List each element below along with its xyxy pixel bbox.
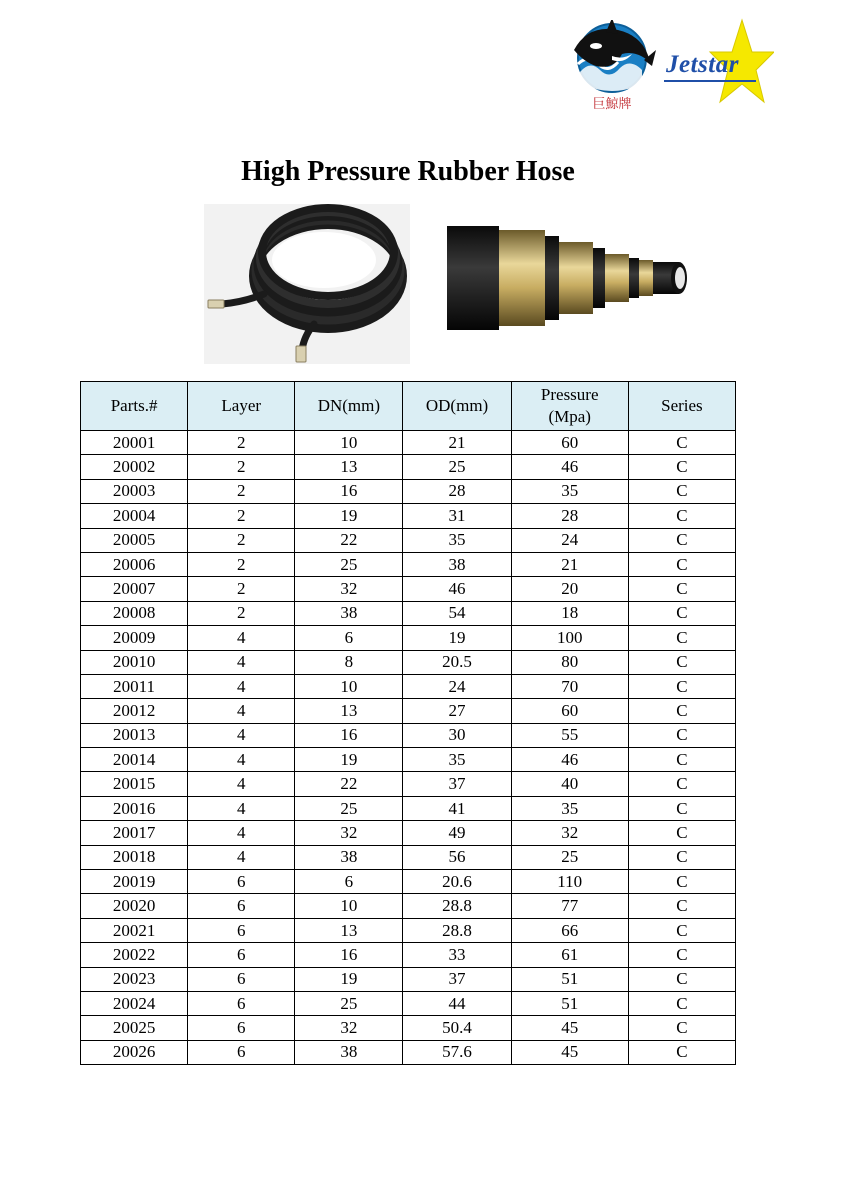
cell-dn-mm: 32 bbox=[295, 577, 403, 601]
jetstar-logo-text: Jetstar bbox=[666, 51, 739, 78]
cell-layer: 6 bbox=[188, 1016, 295, 1040]
table-row bbox=[81, 699, 736, 723]
cell-series: C bbox=[628, 455, 735, 479]
cell-od-mm: 38 bbox=[403, 552, 511, 576]
cell-pressure-mpa: 45 bbox=[511, 1016, 628, 1040]
cell-series: C bbox=[628, 699, 735, 723]
cell-od-mm: 44 bbox=[403, 991, 511, 1015]
cell-layer: 6 bbox=[188, 894, 295, 918]
cell-part-number: 20008 bbox=[81, 601, 188, 625]
cell-pressure-mpa: 66 bbox=[511, 918, 628, 942]
cell-part-number: 20001 bbox=[81, 431, 188, 455]
cell-pressure-mpa: 40 bbox=[511, 772, 628, 796]
table-row bbox=[81, 991, 736, 1015]
cell-layer: 4 bbox=[188, 796, 295, 820]
cell-series: C bbox=[628, 577, 735, 601]
cell-part-number: 20018 bbox=[81, 845, 188, 869]
cell-dn-mm: 6 bbox=[295, 626, 403, 650]
cell-dn-mm: 13 bbox=[295, 918, 403, 942]
cell-part-number: 20026 bbox=[81, 1040, 188, 1064]
table-row bbox=[81, 894, 736, 918]
table-row bbox=[81, 870, 736, 894]
cell-layer: 6 bbox=[188, 870, 295, 894]
cell-dn-mm: 6 bbox=[295, 870, 403, 894]
table-row bbox=[81, 479, 736, 503]
cell-series: C bbox=[628, 1040, 735, 1064]
column-header-part-number: Parts.# bbox=[81, 382, 188, 431]
cell-dn-mm: 25 bbox=[295, 991, 403, 1015]
cell-part-number: 20014 bbox=[81, 748, 188, 772]
cell-layer: 2 bbox=[188, 577, 295, 601]
cell-od-mm: 19 bbox=[403, 626, 511, 650]
cell-layer: 4 bbox=[188, 723, 295, 747]
cell-od-mm: 25 bbox=[403, 455, 511, 479]
cell-part-number: 20002 bbox=[81, 455, 188, 479]
cell-dn-mm: 32 bbox=[295, 821, 403, 845]
cell-pressure-mpa: 110 bbox=[511, 870, 628, 894]
table-row bbox=[81, 626, 736, 650]
table-row bbox=[81, 1016, 736, 1040]
table-row bbox=[81, 1040, 736, 1064]
cell-dn-mm: 19 bbox=[295, 748, 403, 772]
column-header-pressure-mpa: Pressure (Mpa) bbox=[511, 382, 628, 431]
jetstar-underline bbox=[664, 80, 756, 82]
column-header-dn-mm: DN(mm) bbox=[295, 382, 403, 431]
cell-pressure-mpa: 60 bbox=[511, 431, 628, 455]
cell-part-number: 20004 bbox=[81, 504, 188, 528]
cell-pressure-mpa: 51 bbox=[511, 967, 628, 991]
cell-series: C bbox=[628, 918, 735, 942]
cell-series: C bbox=[628, 1016, 735, 1040]
cell-series: C bbox=[628, 626, 735, 650]
table-row bbox=[81, 967, 736, 991]
cell-dn-mm: 19 bbox=[295, 967, 403, 991]
cell-od-mm: 41 bbox=[403, 796, 511, 820]
cell-part-number: 20007 bbox=[81, 577, 188, 601]
table-row bbox=[81, 552, 736, 576]
cell-series: C bbox=[628, 943, 735, 967]
cell-dn-mm: 38 bbox=[295, 1040, 403, 1064]
cell-pressure-mpa: 55 bbox=[511, 723, 628, 747]
cell-od-mm: 31 bbox=[403, 504, 511, 528]
page-title: High Pressure Rubber Hose bbox=[241, 156, 575, 187]
orca-wave-icon bbox=[566, 20, 658, 112]
table-row bbox=[81, 431, 736, 455]
table-row bbox=[81, 455, 736, 479]
orca-brand-logo bbox=[566, 20, 658, 112]
cell-series: C bbox=[628, 821, 735, 845]
cell-dn-mm: 16 bbox=[295, 943, 403, 967]
cell-series: C bbox=[628, 528, 735, 552]
jetstar-brand-logo bbox=[662, 18, 774, 110]
table-row bbox=[81, 674, 736, 698]
cell-series: C bbox=[628, 552, 735, 576]
cell-part-number: 20021 bbox=[81, 918, 188, 942]
cell-series: C bbox=[628, 870, 735, 894]
cell-part-number: 20015 bbox=[81, 772, 188, 796]
cell-pressure-mpa: 46 bbox=[511, 455, 628, 479]
cell-part-number: 20003 bbox=[81, 479, 188, 503]
cell-series: C bbox=[628, 772, 735, 796]
cell-od-mm: 27 bbox=[403, 699, 511, 723]
cell-layer: 6 bbox=[188, 967, 295, 991]
coiled-hose-photo bbox=[204, 204, 410, 364]
cell-layer: 4 bbox=[188, 699, 295, 723]
hose-spec-table bbox=[80, 381, 736, 1065]
cell-series: C bbox=[628, 723, 735, 747]
cell-pressure-mpa: 28 bbox=[511, 504, 628, 528]
cell-layer: 2 bbox=[188, 504, 295, 528]
cell-pressure-mpa: 61 bbox=[511, 943, 628, 967]
cell-dn-mm: 22 bbox=[295, 528, 403, 552]
cell-od-mm: 28.8 bbox=[403, 894, 511, 918]
cell-part-number: 20022 bbox=[81, 943, 188, 967]
cell-layer: 6 bbox=[188, 943, 295, 967]
cell-dn-mm: 10 bbox=[295, 894, 403, 918]
cell-part-number: 20011 bbox=[81, 674, 188, 698]
cell-pressure-mpa: 21 bbox=[511, 552, 628, 576]
cell-dn-mm: 13 bbox=[295, 699, 403, 723]
cell-layer: 4 bbox=[188, 748, 295, 772]
cell-series: C bbox=[628, 650, 735, 674]
cell-pressure-mpa: 80 bbox=[511, 650, 628, 674]
cell-od-mm: 50.4 bbox=[403, 1016, 511, 1040]
cell-series: C bbox=[628, 504, 735, 528]
cell-layer: 4 bbox=[188, 772, 295, 796]
cell-part-number: 20023 bbox=[81, 967, 188, 991]
cell-dn-mm: 13 bbox=[295, 455, 403, 479]
cell-part-number: 20019 bbox=[81, 870, 188, 894]
cell-od-mm: 49 bbox=[403, 821, 511, 845]
cell-od-mm: 35 bbox=[403, 528, 511, 552]
cell-od-mm: 28 bbox=[403, 479, 511, 503]
table-row bbox=[81, 821, 736, 845]
cell-pressure-mpa: 35 bbox=[511, 796, 628, 820]
cell-part-number: 20009 bbox=[81, 626, 188, 650]
cell-series: C bbox=[628, 431, 735, 455]
cell-layer: 4 bbox=[188, 650, 295, 674]
cell-part-number: 20012 bbox=[81, 699, 188, 723]
cell-dn-mm: 10 bbox=[295, 674, 403, 698]
cell-od-mm: 37 bbox=[403, 772, 511, 796]
cell-dn-mm: 8 bbox=[295, 650, 403, 674]
cell-layer: 6 bbox=[188, 991, 295, 1015]
cell-pressure-mpa: 24 bbox=[511, 528, 628, 552]
cell-layer: 6 bbox=[188, 1040, 295, 1064]
cell-od-mm: 28.8 bbox=[403, 918, 511, 942]
cell-dn-mm: 38 bbox=[295, 845, 403, 869]
cell-pressure-mpa: 100 bbox=[511, 626, 628, 650]
table-row bbox=[81, 528, 736, 552]
cell-pressure-mpa: 32 bbox=[511, 821, 628, 845]
table-row bbox=[81, 504, 736, 528]
cell-part-number: 20010 bbox=[81, 650, 188, 674]
cell-dn-mm: 25 bbox=[295, 796, 403, 820]
column-header-series: Series bbox=[628, 382, 735, 431]
cell-dn-mm: 38 bbox=[295, 601, 403, 625]
cell-od-mm: 33 bbox=[403, 943, 511, 967]
cell-series: C bbox=[628, 601, 735, 625]
cell-part-number: 20024 bbox=[81, 991, 188, 1015]
cell-series: C bbox=[628, 967, 735, 991]
cell-od-mm: 37 bbox=[403, 967, 511, 991]
cell-part-number: 20005 bbox=[81, 528, 188, 552]
table-row bbox=[81, 918, 736, 942]
cell-part-number: 20006 bbox=[81, 552, 188, 576]
cell-layer: 2 bbox=[188, 455, 295, 479]
table-row bbox=[81, 723, 736, 747]
cell-part-number: 20025 bbox=[81, 1016, 188, 1040]
cell-series: C bbox=[628, 796, 735, 820]
table-row bbox=[81, 748, 736, 772]
cell-od-mm: 20.6 bbox=[403, 870, 511, 894]
cell-layer: 2 bbox=[188, 601, 295, 625]
cell-od-mm: 56 bbox=[403, 845, 511, 869]
table-row bbox=[81, 601, 736, 625]
cell-od-mm: 46 bbox=[403, 577, 511, 601]
cell-series: C bbox=[628, 479, 735, 503]
cell-pressure-mpa: 20 bbox=[511, 577, 628, 601]
cell-od-mm: 35 bbox=[403, 748, 511, 772]
cell-layer: 6 bbox=[188, 918, 295, 942]
cell-series: C bbox=[628, 845, 735, 869]
table-row bbox=[81, 796, 736, 820]
cell-layer: 4 bbox=[188, 674, 295, 698]
cell-series: C bbox=[628, 894, 735, 918]
table-row bbox=[81, 943, 736, 967]
table-row bbox=[81, 577, 736, 601]
cell-layer: 4 bbox=[188, 821, 295, 845]
cell-pressure-mpa: 18 bbox=[511, 601, 628, 625]
cell-dn-mm: 10 bbox=[295, 431, 403, 455]
cell-od-mm: 21 bbox=[403, 431, 511, 455]
cell-layer: 4 bbox=[188, 626, 295, 650]
cell-od-mm: 54 bbox=[403, 601, 511, 625]
cell-pressure-mpa: 51 bbox=[511, 991, 628, 1015]
cell-dn-mm: 16 bbox=[295, 479, 403, 503]
orca-logo-text: 巨鯨牌 bbox=[592, 97, 632, 112]
cell-pressure-mpa: 45 bbox=[511, 1040, 628, 1064]
cell-layer: 4 bbox=[188, 845, 295, 869]
hose-cross-section-photo bbox=[447, 226, 691, 330]
cell-part-number: 20020 bbox=[81, 894, 188, 918]
cell-layer: 2 bbox=[188, 431, 295, 455]
cell-part-number: 20017 bbox=[81, 821, 188, 845]
cell-od-mm: 30 bbox=[403, 723, 511, 747]
cell-dn-mm: 19 bbox=[295, 504, 403, 528]
cell-pressure-mpa: 60 bbox=[511, 699, 628, 723]
table-row bbox=[81, 845, 736, 869]
cell-pressure-mpa: 46 bbox=[511, 748, 628, 772]
cell-pressure-mpa: 25 bbox=[511, 845, 628, 869]
table-header-row bbox=[81, 382, 736, 431]
cell-dn-mm: 16 bbox=[295, 723, 403, 747]
cell-dn-mm: 25 bbox=[295, 552, 403, 576]
table-row bbox=[81, 772, 736, 796]
cell-part-number: 20013 bbox=[81, 723, 188, 747]
cell-series: C bbox=[628, 748, 735, 772]
column-header-layer: Layer bbox=[188, 382, 295, 431]
cell-part-number: 20016 bbox=[81, 796, 188, 820]
cell-series: C bbox=[628, 674, 735, 698]
cell-od-mm: 20.5 bbox=[403, 650, 511, 674]
cell-od-mm: 24 bbox=[403, 674, 511, 698]
cell-layer: 2 bbox=[188, 552, 295, 576]
column-header-od-mm: OD(mm) bbox=[403, 382, 511, 431]
cell-series: C bbox=[628, 991, 735, 1015]
cell-pressure-mpa: 77 bbox=[511, 894, 628, 918]
cell-dn-mm: 32 bbox=[295, 1016, 403, 1040]
cell-od-mm: 57.6 bbox=[403, 1040, 511, 1064]
cell-dn-mm: 22 bbox=[295, 772, 403, 796]
table-row bbox=[81, 650, 736, 674]
cell-layer: 2 bbox=[188, 479, 295, 503]
cell-pressure-mpa: 35 bbox=[511, 479, 628, 503]
table-body bbox=[81, 431, 736, 1065]
cell-pressure-mpa: 70 bbox=[511, 674, 628, 698]
cell-layer: 2 bbox=[188, 528, 295, 552]
